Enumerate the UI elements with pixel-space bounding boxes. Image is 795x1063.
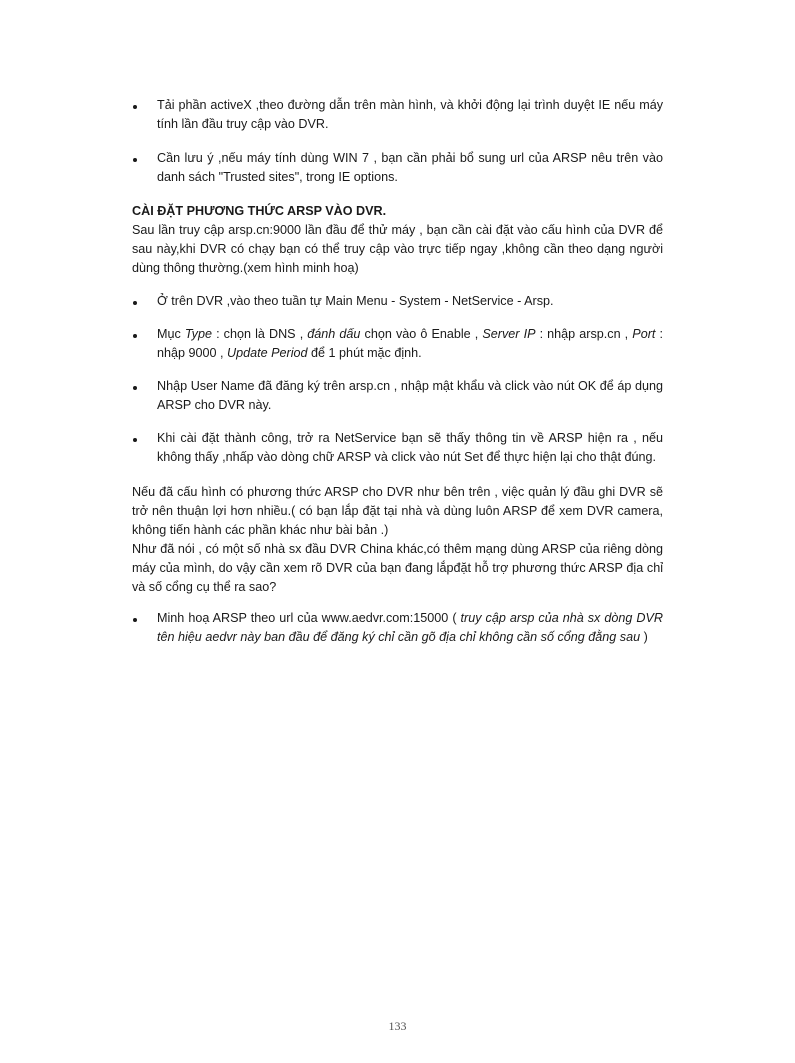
step-login: Nhập User Name đã đăng ký trên arsp.cn , nhập mật khẩu và click vào nút OK để áp dụng ARSP cho DVR này. <box>132 377 663 415</box>
step-verify: Khi cài đặt thành công, trở ra NetService bạn sẽ thấy thông tin về ARSP hiện ra , nếu không thấy ,nhấp vào dòng chữ ARSP và click vào nút Set để thực hiện lại cho thật đúng. <box>132 429 663 467</box>
field-server-ip: Server IP <box>482 327 536 341</box>
closing-paragraph-2: Như đã nói , có một số nhà sx đầu DVR China khác,có thêm mạng dùng ARSP của riêng dòng máy của mình, do vậy cần xem rõ DVR của bạn đang lắpđặt hỗ trợ phương thức ARSP địa chỉ và số cổng cụ thể ra sao? <box>132 542 663 594</box>
field-port: Port <box>632 327 656 341</box>
list-item: Tải phần activeX ,theo đường dẫn trên màn hình, và khởi động lại trình duyệt IE nếu máy tính lần đầu truy cập vào DVR. <box>132 96 663 134</box>
setup-steps-list <box>132 292 663 467</box>
example-list <box>132 609 663 647</box>
field-mark: đánh dấu <box>307 327 361 341</box>
activex-notes-list <box>132 96 663 187</box>
field-update-period: Update Period <box>227 346 308 360</box>
section-heading: CÀI ĐẶT PHƯƠNG THỨC ARSP VÀO DVR. <box>132 204 387 218</box>
step-field-settings: Mục Type : chọn là DNS , đánh dấu chọn vào ô Enable , Server IP : nhập arsp.cn , Port : nhập 9000 , Update Period để 1 phút mặc định. <box>132 325 663 363</box>
field-type: Type <box>184 327 212 341</box>
document-body <box>132 96 663 647</box>
section-intro: Sau lần truy cập arsp.cn:9000 lần đầu để thử máy , bạn cần cài đặt vào cấu hình của DVR để sau này,khi DVR có chạy bạn có thể truy cập vào trực tiếp ngay ,không cần theo dạng người dùng thông thường.(xem hình minh hoạ) <box>132 223 663 275</box>
example-note: truy cập arsp của nhà sx dòng DVR tên hiệu aedvr này ban đầu để đăng ký chỉ cần gõ địa chỉ không cần số cổng đằng sau <box>157 611 663 644</box>
step-menu-path: Ở trên DVR ,vào theo tuần tự Main Menu - System - NetService - Arsp. <box>132 292 663 311</box>
page-number: 133 <box>388 1019 407 1033</box>
example-item: Minh hoạ ARSP theo url của www.aedvr.com:15000 ( truy cập arsp của nhà sx dòng DVR tên hiệu aedvr này ban đầu để đăng ký chỉ cần gõ địa chỉ không cần số cổng đằng sau ) <box>132 609 663 647</box>
list-item: Cần lưu ý ,nếu máy tính dùng WIN 7 , bạn cần phải bổ sung url của ARSP nêu trên vào danh sách "Trusted sites", trong IE options. <box>132 149 663 187</box>
closing-paragraph-1: Nếu đã cấu hình có phương thức ARSP cho DVR như bên trên , việc quản lý đầu ghi DVR sẽ trở nên thuận lợi hơn nhiều.( có bạn lắp đặt tại nhà và dùng luôn ARSP để xem DVR camera, không tiến hành các phần khác như bài bản .) <box>132 485 663 537</box>
